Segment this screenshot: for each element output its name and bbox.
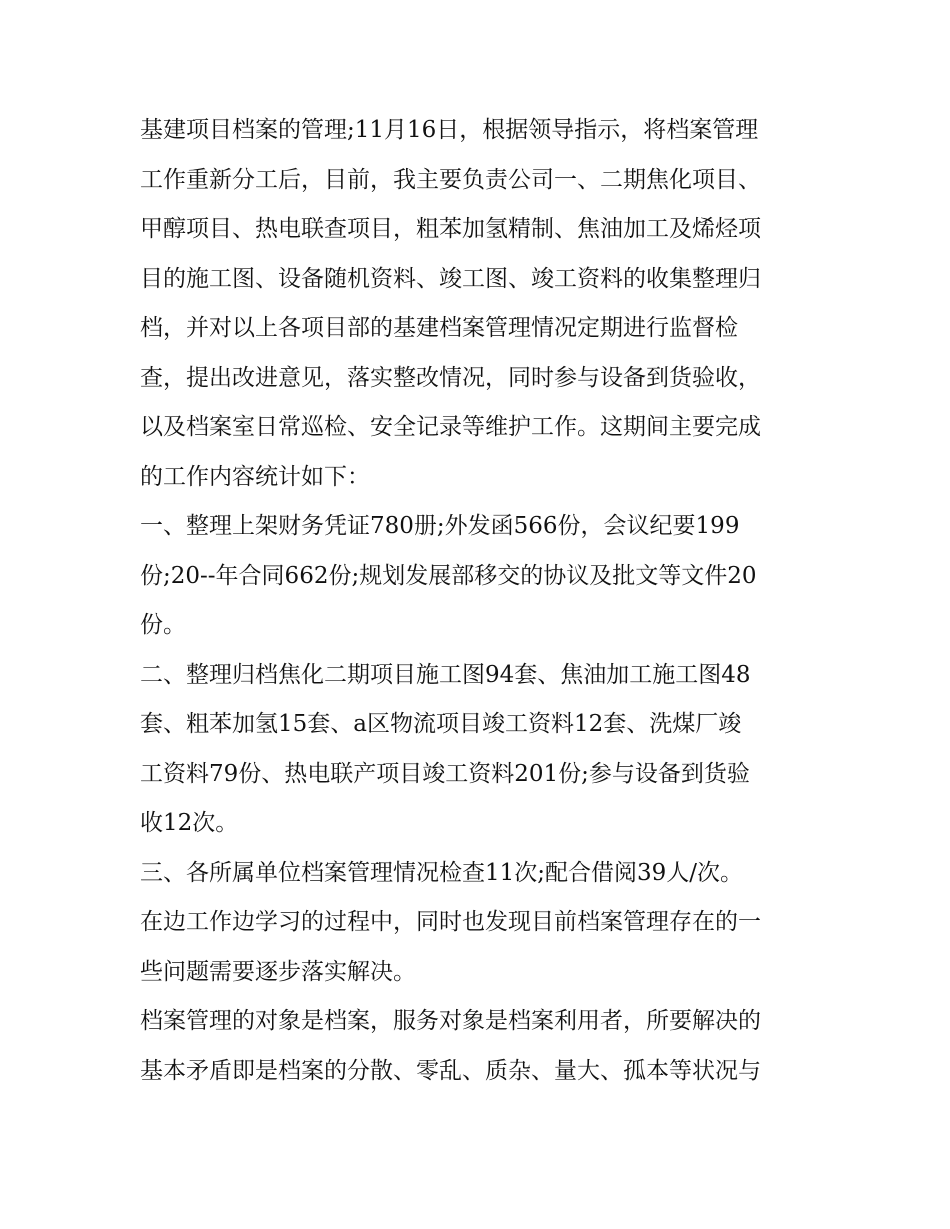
text-line: 二、整理归档焦化二期项目施工图94套、焦油加工施工图48 — [140, 661, 751, 688]
text-line: 工资料79份、热电联产项目竣工资料201份;参与设备到货验 — [140, 760, 750, 787]
text-line: 三、各所属单位档案管理情况检查11次;配合借阅39人/次。 — [140, 859, 744, 886]
text-line: 档案管理的对象是档案，服务对象是档案利用者，所要解决的 — [140, 1008, 761, 1034]
text-line: 的工作内容统计如下： — [140, 463, 370, 490]
text-line: 基本矛盾即是档案的分散、零乱、质杂、量大、孤本等状况与 — [140, 1057, 761, 1084]
text-line: 档，并对以上各项目部的基建档案管理情况定期进行监督检 — [140, 315, 738, 341]
text-line: 甲醇项目、热电联查项目，粗苯加氢精制、焦油加工及烯烃项 — [140, 216, 761, 242]
text-line: 份;20--年合同662份;规划发展部移交的协议及批文等文件20 — [140, 562, 757, 589]
text-line: 份。 — [140, 612, 186, 638]
text-line: 在边工作边学习的过程中，同时也发现目前档案管理存在的一 — [140, 909, 761, 935]
text-line: 以及档案室日常巡检、安全记录等维护工作。这期间主要完成 — [140, 414, 761, 440]
text-line: 收12次。 — [140, 810, 239, 836]
text-line: 目的施工图、设备随机资料、竣工图、竣工资料的收集整理归 — [140, 265, 761, 292]
text-line: 基建项目档案的管理;11月16日，根据领导指示，将档案管理 — [140, 117, 759, 143]
text-line: 套、粗苯加氢15套、a区物流项目竣工资料12套、洗煤厂竣 — [140, 711, 742, 737]
document-body — [140, 106, 812, 1096]
text-line: 工作重新分工后，目前，我主要负责公司一、二期焦化项目、 — [140, 166, 761, 193]
text-line: 查，提出改进意见，落实整改情况，同时参与设备到货验收， — [140, 364, 761, 391]
text-line: 一、整理上架财务凭证780册;外发函566份，会议纪要199 — [140, 513, 740, 539]
text-line: 些问题需要逐步落实解决。 — [140, 958, 416, 985]
